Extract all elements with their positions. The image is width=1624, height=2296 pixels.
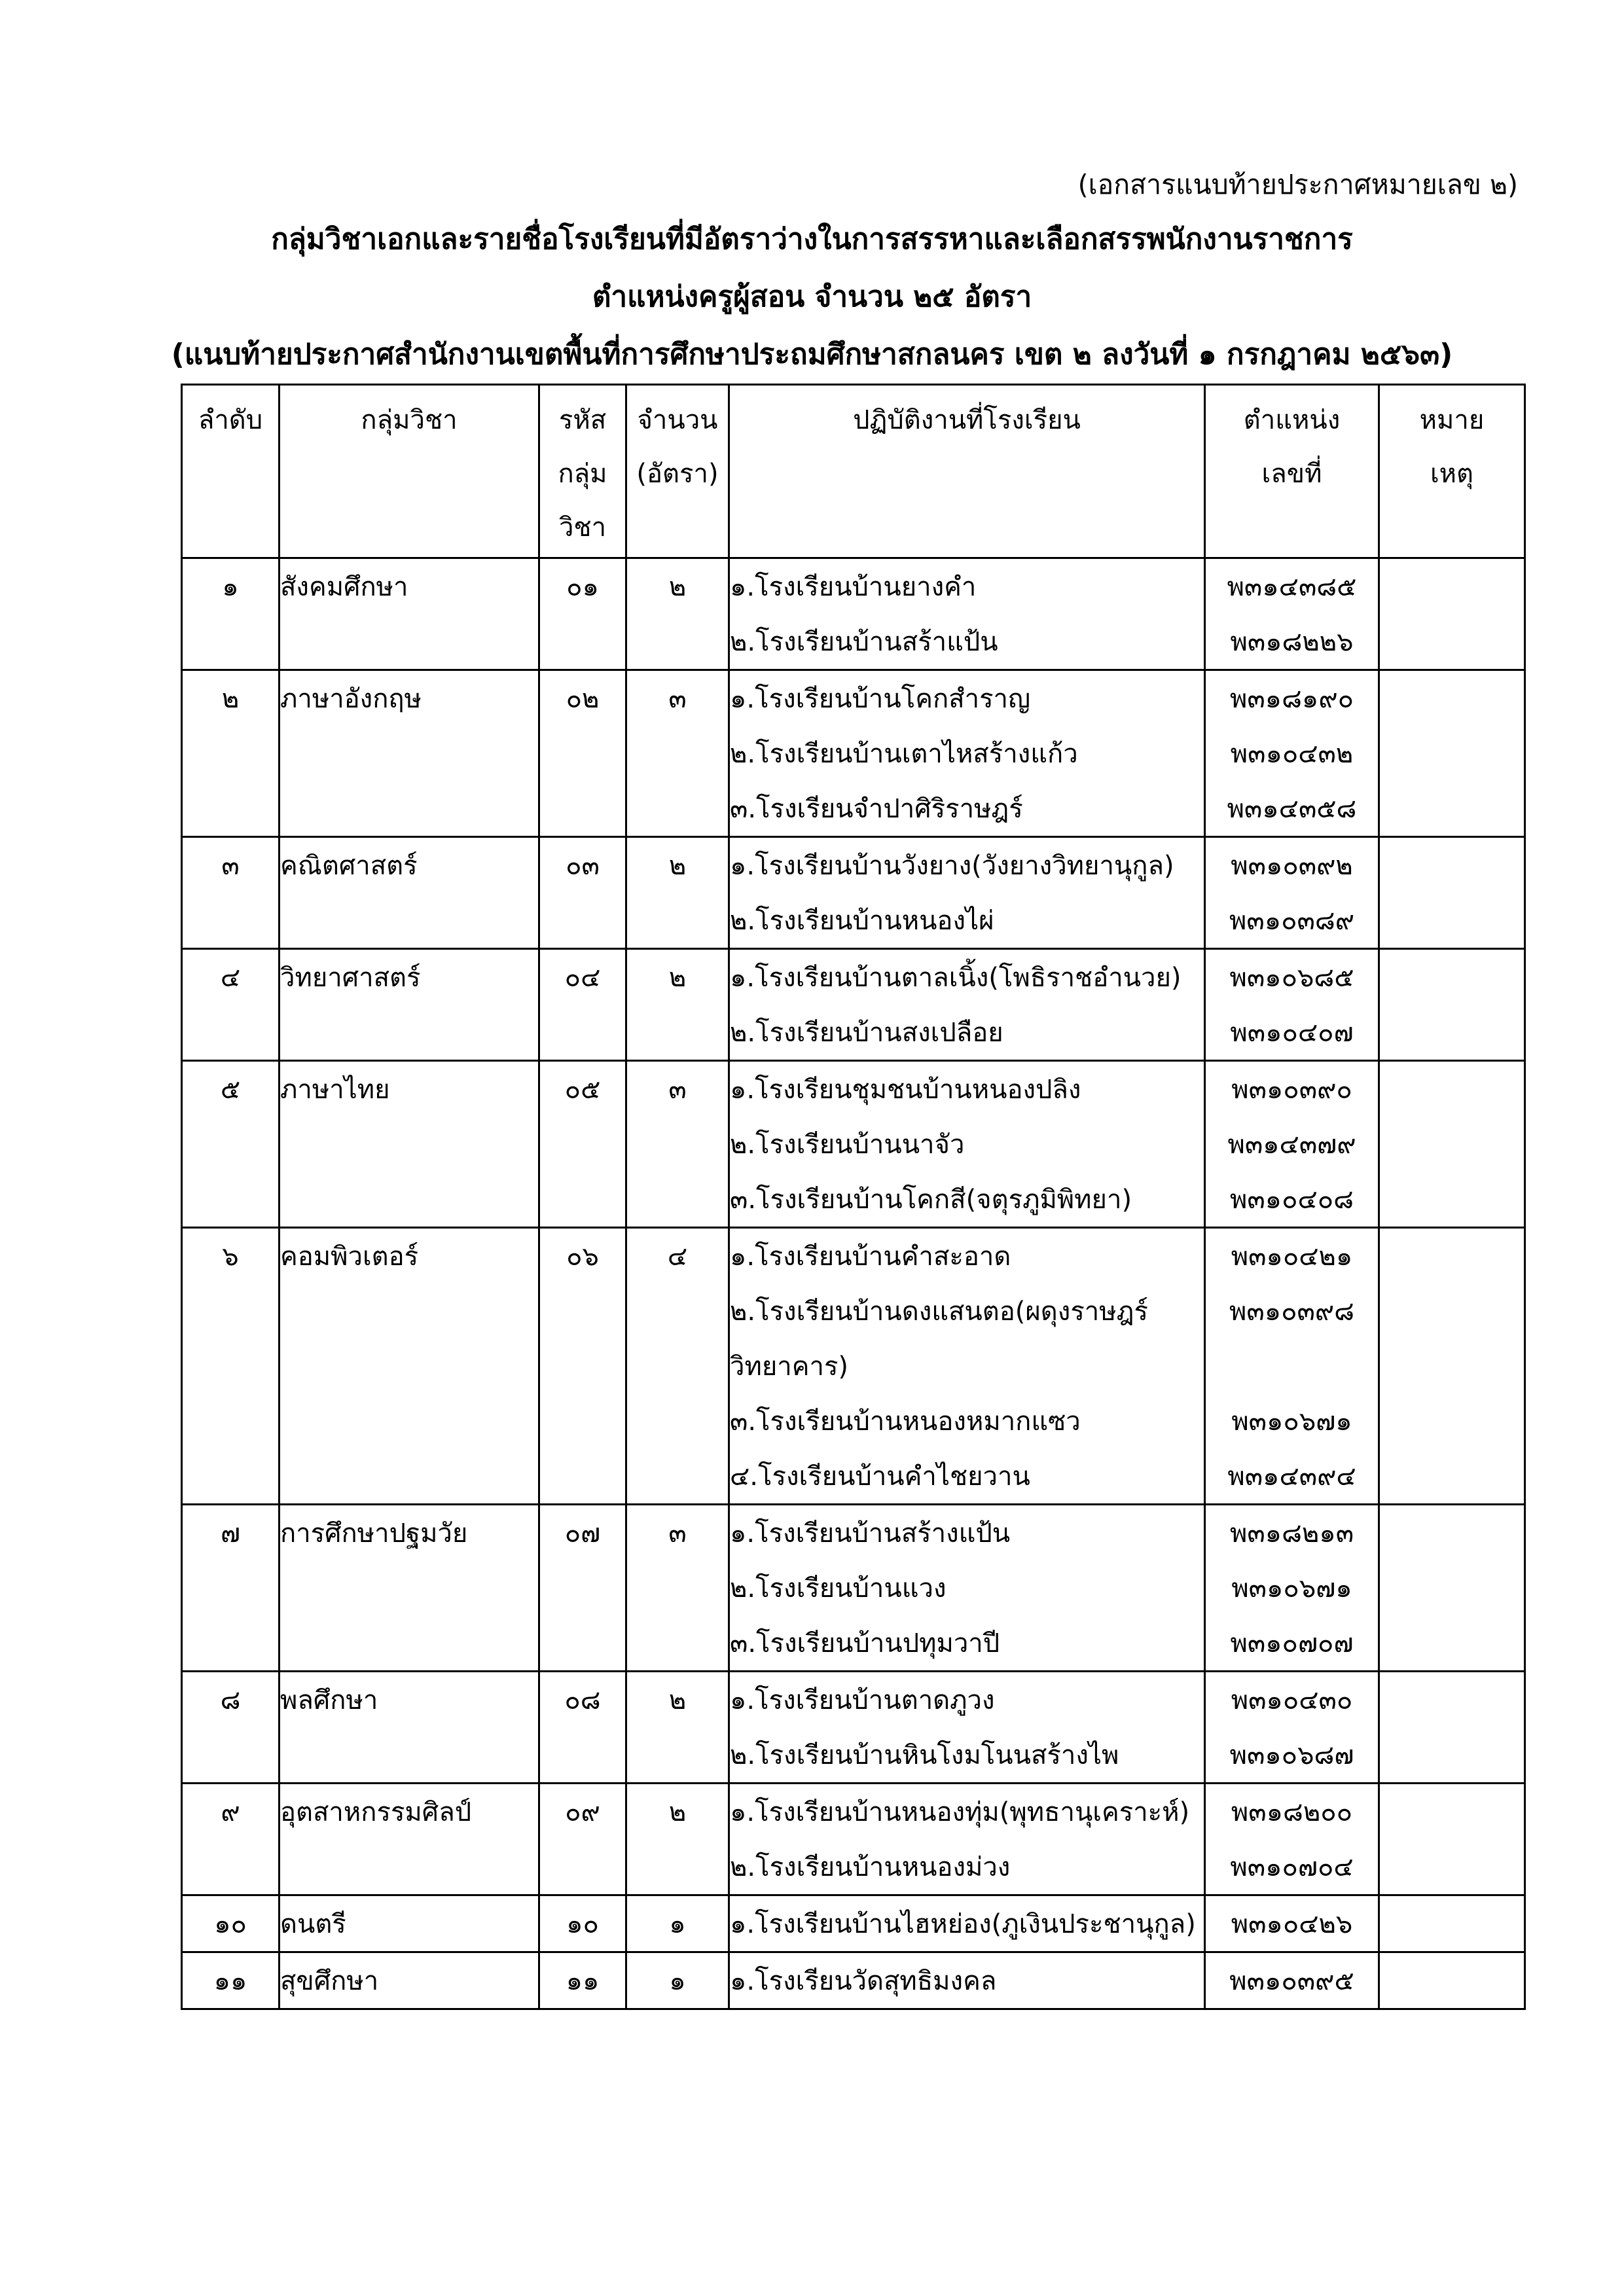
cell-position bbox=[1205, 1505, 1379, 1672]
table-row bbox=[182, 1672, 1525, 1784]
table-row bbox=[182, 558, 1525, 670]
cell-count bbox=[626, 1895, 729, 1952]
cell-school-line: ๒.โรงเรียนบ้านหนองม่วง bbox=[730, 1852, 1011, 1882]
cell-subject-text: คณิตศาสตร์ bbox=[280, 851, 418, 881]
cell-no bbox=[182, 1784, 280, 1895]
cell-position bbox=[1205, 837, 1379, 949]
cell-position bbox=[1205, 1952, 1379, 2009]
cell-school bbox=[729, 670, 1205, 837]
cell-position-line: พ๓๑๐๗๐๗ bbox=[1230, 1628, 1354, 1659]
cell-position-line: พ๓๑๘๒๒๖ bbox=[1230, 627, 1354, 657]
cell-code bbox=[539, 1228, 626, 1505]
cell-school bbox=[729, 1228, 1205, 1505]
cell-no-text: ๔ bbox=[220, 963, 241, 993]
cell-school-line: ๑.โรงเรียนบ้านวังยาง(วังยางวิทยานุกูล) bbox=[730, 851, 1174, 881]
cell-subject-text: สังคมศึกษา bbox=[280, 572, 408, 602]
cell-count-text: ๑ bbox=[669, 1909, 686, 1939]
cell-remark bbox=[1379, 1228, 1525, 1505]
header-subject: กลุ่มวิชา bbox=[280, 385, 539, 558]
cell-position-line: พ๓๑๐๔๓๐ bbox=[1231, 1685, 1353, 1715]
cell-position-line: พ๓๑๐๔๐๗ bbox=[1230, 1018, 1354, 1048]
cell-remark bbox=[1379, 1952, 1525, 2009]
cell-code-text: ๐๔ bbox=[564, 963, 601, 993]
cell-count bbox=[626, 949, 729, 1061]
cell-code bbox=[539, 1061, 626, 1228]
cell-school-line: ๑.โรงเรียนชุมชนบ้านหนองปลิง bbox=[730, 1075, 1081, 1105]
cell-position-line: พ๓๑๐๖๗๑ bbox=[1231, 1407, 1352, 1437]
cell-position-line: พ๓๑๐๗๐๔ bbox=[1230, 1852, 1354, 1882]
cell-position bbox=[1205, 1672, 1379, 1784]
cell-school bbox=[729, 1895, 1205, 1952]
cell-school-line: ๒.โรงเรียนบ้านเตาไหสร้างแก้ว bbox=[730, 739, 1078, 769]
cell-count-text: ๒ bbox=[668, 851, 687, 881]
table-row bbox=[182, 670, 1525, 837]
cell-count-text: ๓ bbox=[668, 684, 687, 714]
cell-count-text: ๓ bbox=[668, 1518, 687, 1549]
cell-school-line: ๒.โรงเรียนบ้านหินโงมโนนสร้างไพ bbox=[730, 1740, 1119, 1770]
cell-school bbox=[729, 1952, 1205, 2009]
reference-note: (เอกสารแนบท้ายประกาศหมายเลข ๒) bbox=[1077, 169, 1518, 200]
cell-subject bbox=[280, 670, 539, 837]
cell-school-line: ๓.โรงเรียนบ้านโคกสี(จตุรภูมิพิทยา) bbox=[730, 1185, 1132, 1215]
cell-school bbox=[729, 558, 1205, 670]
cell-no bbox=[182, 1952, 280, 2009]
cell-no bbox=[182, 1228, 280, 1505]
cell-no bbox=[182, 1505, 280, 1672]
cell-subject bbox=[280, 1228, 539, 1505]
cell-remark bbox=[1379, 1061, 1525, 1228]
header-code: รหัส กลุ่ม วิชา bbox=[539, 385, 626, 558]
cell-position-line: พ๓๑๐๔๒๖ bbox=[1231, 1909, 1353, 1939]
cell-position-line: พ๓๑๐๖๘๗ bbox=[1229, 1740, 1354, 1770]
cell-subject-text: ภาษาอังกฤษ bbox=[280, 684, 422, 714]
cell-count bbox=[626, 837, 729, 949]
cell-subject-text: สุขศึกษา bbox=[280, 1966, 379, 1996]
cell-no-text: ๑ bbox=[222, 572, 239, 602]
cell-position bbox=[1205, 558, 1379, 670]
vacancy-table bbox=[181, 384, 1526, 2010]
cell-count bbox=[626, 1228, 729, 1505]
cell-code bbox=[539, 1952, 626, 2009]
cell-code bbox=[539, 1672, 626, 1784]
cell-subject bbox=[280, 1672, 539, 1784]
cell-position-line: พ๓๑๐๔๐๘ bbox=[1229, 1185, 1354, 1215]
cell-position bbox=[1205, 949, 1379, 1061]
cell-count-text: ๔ bbox=[667, 1242, 688, 1272]
header-count: จำนวน (อัตรา) bbox=[626, 385, 729, 558]
cell-count bbox=[626, 1784, 729, 1895]
table-row bbox=[182, 949, 1525, 1061]
cell-position bbox=[1205, 1895, 1379, 1952]
cell-no-text: ๕ bbox=[220, 1075, 241, 1105]
cell-subject bbox=[280, 1784, 539, 1895]
cell-count-text: ๒ bbox=[668, 1685, 687, 1715]
cell-position-line: พ๓๑๔๓๘๕ bbox=[1227, 572, 1357, 602]
cell-code-text: ๐๑ bbox=[566, 572, 599, 602]
header-no: ลำดับ bbox=[182, 385, 280, 558]
cell-school bbox=[729, 837, 1205, 949]
cell-no-text: ๑๑ bbox=[213, 1966, 247, 1996]
cell-school-line: ๔.โรงเรียนบ้านคำไชยวาน bbox=[730, 1462, 1030, 1492]
document-title: กลุ่มวิชาเอกและรายชื่อโรงเรียนที่มีอัตราว่างในการสรรหาและเลือกสรรพนักงานราชการ bbox=[271, 223, 1353, 256]
cell-no bbox=[182, 837, 280, 949]
cell-school-line: ๒.โรงเรียนบ้านสร้าแป้น bbox=[730, 627, 998, 657]
cell-school-line: ๒.โรงเรียนบ้านหนองไผ่ bbox=[730, 906, 994, 936]
cell-code bbox=[539, 558, 626, 670]
table-header-row bbox=[182, 385, 1525, 558]
cell-position bbox=[1205, 1228, 1379, 1505]
cell-school-line: ๓.โรงเรียนบ้านปทุมวาปี bbox=[730, 1628, 1000, 1659]
cell-school-line: ๑.โรงเรียนบ้านยางคำ bbox=[730, 572, 977, 602]
cell-subject bbox=[280, 1061, 539, 1228]
cell-count-text: ๒ bbox=[668, 572, 687, 602]
cell-code-text: ๑๑ bbox=[566, 1966, 600, 1996]
cell-position-line: พ๓๑๐๓๘๙ bbox=[1229, 906, 1354, 936]
cell-position-line: พ๓๑๐๓๙๐ bbox=[1231, 1075, 1352, 1105]
cell-no bbox=[182, 1672, 280, 1784]
cell-position-line: พ๓๑๐๓๙๘ bbox=[1229, 1297, 1354, 1327]
cell-school bbox=[729, 949, 1205, 1061]
cell-no-text: ๙ bbox=[221, 1797, 240, 1827]
document-reference-line: (แนบท้ายประกาศสำนักงานเขตพื้นที่การศึกษาประถมศึกษาสกลนคร เขต ๒ ลงวันที่ ๑ กรกฎาคม ๒๕๖๓) bbox=[171, 338, 1453, 371]
cell-school bbox=[729, 1784, 1205, 1895]
cell-school-line: วิทยาคาร) bbox=[730, 1352, 849, 1382]
cell-no-text: ๒ bbox=[221, 684, 240, 714]
cell-count bbox=[626, 1952, 729, 2009]
header-position: ตำแหน่ง เลขที่ bbox=[1205, 385, 1379, 558]
cell-subject bbox=[280, 1505, 539, 1672]
cell-count bbox=[626, 1061, 729, 1228]
cell-position-line: พ๓๑๘๒๐๐ bbox=[1231, 1797, 1353, 1827]
cell-no bbox=[182, 1895, 280, 1952]
cell-count-text: ๓ bbox=[668, 1075, 687, 1105]
cell-code-text: ๐๕ bbox=[564, 1075, 601, 1105]
cell-subject-text: การศึกษาปฐมวัย bbox=[280, 1518, 468, 1549]
cell-remark bbox=[1379, 1672, 1525, 1784]
cell-position bbox=[1205, 670, 1379, 837]
cell-school-line: ๑.โรงเรียนบ้านตาลเนิ้ง(โพธิราชอำนวย) bbox=[730, 963, 1182, 993]
cell-position-line: พ๓๑๐๓๙๕ bbox=[1229, 1966, 1354, 1996]
header-school: ปฏิบัติงานที่โรงเรียน bbox=[729, 385, 1205, 558]
cell-count bbox=[626, 670, 729, 837]
cell-position-line: พ๓๑๐๖๗๑ bbox=[1231, 1573, 1352, 1604]
cell-no-text: ๗ bbox=[220, 1518, 241, 1549]
cell-position-line: พ๓๑๐๔๒๑ bbox=[1231, 1242, 1353, 1272]
cell-school-line: ๑.โรงเรียนบ้านคำสะอาด bbox=[730, 1242, 1011, 1272]
cell-position-line: พ๓๑๐๓๙๒ bbox=[1231, 851, 1353, 881]
cell-school-line: ๑.โรงเรียนวัดสุทธิมงคล bbox=[730, 1966, 997, 1996]
cell-subject bbox=[280, 1895, 539, 1952]
table-row bbox=[182, 1228, 1525, 1505]
cell-code-text: ๐๘ bbox=[564, 1685, 601, 1715]
cell-code-text: ๐๖ bbox=[566, 1242, 599, 1272]
cell-subject-text: ดนตรี bbox=[280, 1909, 346, 1939]
cell-no-text: ๑๐ bbox=[214, 1909, 247, 1939]
cell-remark bbox=[1379, 1784, 1525, 1895]
cell-school-line: ๒.โรงเรียนบ้านดงแสนตอ(ผดุงราษฎร์ bbox=[730, 1297, 1148, 1327]
cell-count-text: ๑ bbox=[669, 1966, 686, 1996]
cell-school-line: ๓.โรงเรียนบ้านหนองหมากแซว bbox=[730, 1407, 1081, 1437]
table-row bbox=[182, 1895, 1525, 1952]
cell-code bbox=[539, 670, 626, 837]
table-row bbox=[182, 1505, 1525, 1672]
table-row bbox=[182, 1784, 1525, 1895]
cell-school-line: ๑.โรงเรียนบ้านไฮหย่อง(ภูเงินประชานุกูล) bbox=[730, 1909, 1196, 1939]
cell-no-text: ๘ bbox=[220, 1685, 241, 1715]
cell-count bbox=[626, 558, 729, 670]
cell-school-line: ๒.โรงเรียนบ้านแวง bbox=[730, 1573, 947, 1604]
cell-school bbox=[729, 1505, 1205, 1672]
cell-remark bbox=[1379, 558, 1525, 670]
cell-subject bbox=[280, 949, 539, 1061]
cell-school-line: ๑.โรงเรียนบ้านสร้างแป้น bbox=[730, 1518, 1011, 1549]
table-row bbox=[182, 1061, 1525, 1228]
cell-subject-text: วิทยาศาสตร์ bbox=[280, 963, 421, 993]
cell-no bbox=[182, 949, 280, 1061]
cell-position-line: พ๓๑๔๓๗๙ bbox=[1227, 1130, 1356, 1160]
cell-code-text: ๐๒ bbox=[566, 684, 600, 714]
cell-subject-text: คอมพิวเตอร์ bbox=[280, 1242, 419, 1272]
cell-position-line bbox=[1206, 1338, 1378, 1393]
cell-remark bbox=[1379, 1505, 1525, 1672]
cell-no-text: ๓ bbox=[221, 851, 240, 881]
cell-no bbox=[182, 558, 280, 670]
cell-count-text: ๒ bbox=[668, 1797, 687, 1827]
cell-code-text: ๐๙ bbox=[565, 1797, 600, 1827]
cell-code bbox=[539, 837, 626, 949]
cell-position-line: พ๓๑๔๓๕๘ bbox=[1227, 794, 1357, 824]
cell-position-line: พ๓๑๘๒๑๓ bbox=[1229, 1518, 1354, 1549]
cell-code bbox=[539, 1784, 626, 1895]
cell-no bbox=[182, 1061, 280, 1228]
cell-school-line: ๒.โรงเรียนบ้านนาจัว bbox=[730, 1130, 965, 1160]
cell-position-line: พ๓๑๘๑๙๐ bbox=[1229, 684, 1354, 714]
cell-remark bbox=[1379, 949, 1525, 1061]
cell-subject-text: อุตสาหกรรมศิลป์ bbox=[280, 1797, 472, 1827]
cell-code-text: ๐๓ bbox=[566, 851, 600, 881]
table-row bbox=[182, 1952, 1525, 2009]
cell-subject bbox=[280, 558, 539, 670]
cell-subject bbox=[280, 837, 539, 949]
cell-code-text: ๑๐ bbox=[566, 1909, 599, 1939]
cell-position bbox=[1205, 1784, 1379, 1895]
cell-position-line: พ๓๑๐๔๓๒ bbox=[1230, 739, 1354, 769]
cell-count bbox=[626, 1505, 729, 1672]
cell-remark bbox=[1379, 837, 1525, 949]
cell-position-line: พ๓๑๔๓๙๔ bbox=[1227, 1462, 1356, 1492]
cell-school bbox=[729, 1672, 1205, 1784]
cell-no bbox=[182, 670, 280, 837]
cell-remark bbox=[1379, 670, 1525, 837]
cell-count-text: ๒ bbox=[668, 963, 687, 993]
cell-subject-text: ภาษาไทย bbox=[280, 1075, 390, 1105]
cell-code bbox=[539, 949, 626, 1061]
cell-school-line: ๑.โรงเรียนบ้านโคกสำราญ bbox=[730, 684, 1031, 714]
cell-school-line: ๑.โรงเรียนบ้านตาดภูวง bbox=[730, 1685, 995, 1715]
cell-subject-text: พลศึกษา bbox=[280, 1685, 378, 1715]
cell-remark bbox=[1379, 1895, 1525, 1952]
cell-position-line: พ๓๑๐๖๘๕ bbox=[1229, 963, 1354, 993]
cell-code-text: ๐๗ bbox=[564, 1518, 601, 1549]
table-body bbox=[182, 558, 1525, 2009]
cell-no-text: ๖ bbox=[222, 1242, 239, 1272]
cell-school-line: ๒.โรงเรียนบ้านสงเปลือย bbox=[730, 1018, 1003, 1048]
header-remark: หมาย เหตุ bbox=[1379, 385, 1525, 558]
cell-count bbox=[626, 1672, 729, 1784]
cell-code bbox=[539, 1895, 626, 1952]
table-row bbox=[182, 837, 1525, 949]
cell-code bbox=[539, 1505, 626, 1672]
cell-school-line: ๓.โรงเรียนจำปาศิริราษฎร์ bbox=[730, 794, 1023, 824]
cell-school-line: ๑.โรงเรียนบ้านหนองทุ่ม(พุทธานุเคราะห์) bbox=[730, 1797, 1190, 1827]
document-subtitle: ตำแหน่งครูผู้สอน จำนวน ๒๕ อัตรา bbox=[592, 280, 1032, 314]
cell-position bbox=[1205, 1061, 1379, 1228]
cell-school bbox=[729, 1061, 1205, 1228]
cell-subject bbox=[280, 1952, 539, 2009]
